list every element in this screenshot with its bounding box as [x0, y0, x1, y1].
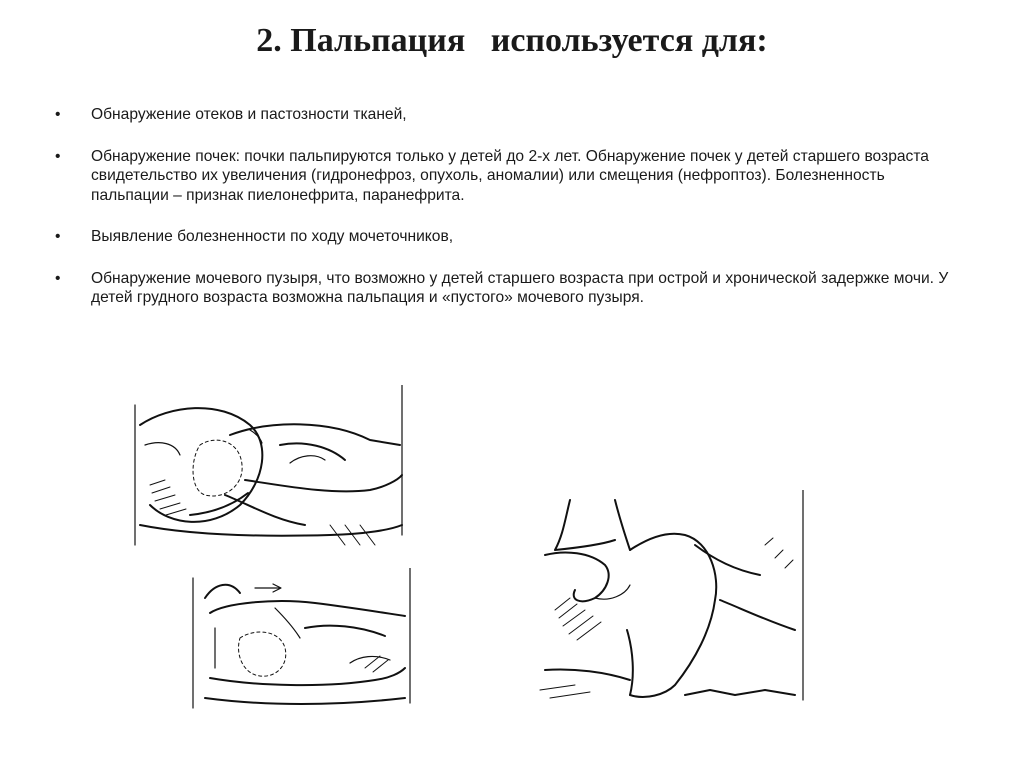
bullet-item — [55, 105, 955, 125]
abdominal-palpation-illustration — [185, 568, 415, 716]
bullet-text: Обнаружение отеков и пастозности тканей, — [91, 106, 407, 123]
bullet-item — [55, 227, 955, 247]
bullet-icon: • — [55, 147, 61, 165]
bullet-item — [55, 147, 955, 206]
kidney-palpation-supine-drawing — [130, 385, 410, 560]
bullet-text: Выявление болезненности по ходу мочеточников, — [91, 228, 454, 245]
bullet-icon: • — [55, 106, 61, 123]
bullet-list — [55, 105, 955, 330]
bullet-text: Обнаружение почек: почки пальпируются только у детей до 2-х лет. Обнаружение почек у детей старшего возраста свидетельство их увеличения (гидронефроз, опухоль, аномалии) или смещения (нефроптоз). Болезненность пальпации – признак пиелонефрита, паранефрита. — [91, 147, 929, 204]
kidney-palpation-standing-drawing — [535, 490, 810, 705]
kidney-palpation-standing-illustration — [535, 490, 810, 705]
bullet-text: Обнаружение мочевого пузыря, что возможно у детей старшего возраста при острой и хронической задержке мочи. У детей грудного возраста возможна пальпация и «пустого» мочевого пузыря. — [91, 269, 949, 306]
bullet-icon: • — [55, 269, 61, 287]
kidney-palpation-supine-illustration — [130, 385, 410, 560]
abdominal-palpation-drawing — [185, 568, 415, 716]
bullet-icon: • — [55, 228, 61, 245]
bullet-item — [55, 269, 955, 308]
slide-title: 2. Пальпация используется для: — [256, 22, 768, 59]
